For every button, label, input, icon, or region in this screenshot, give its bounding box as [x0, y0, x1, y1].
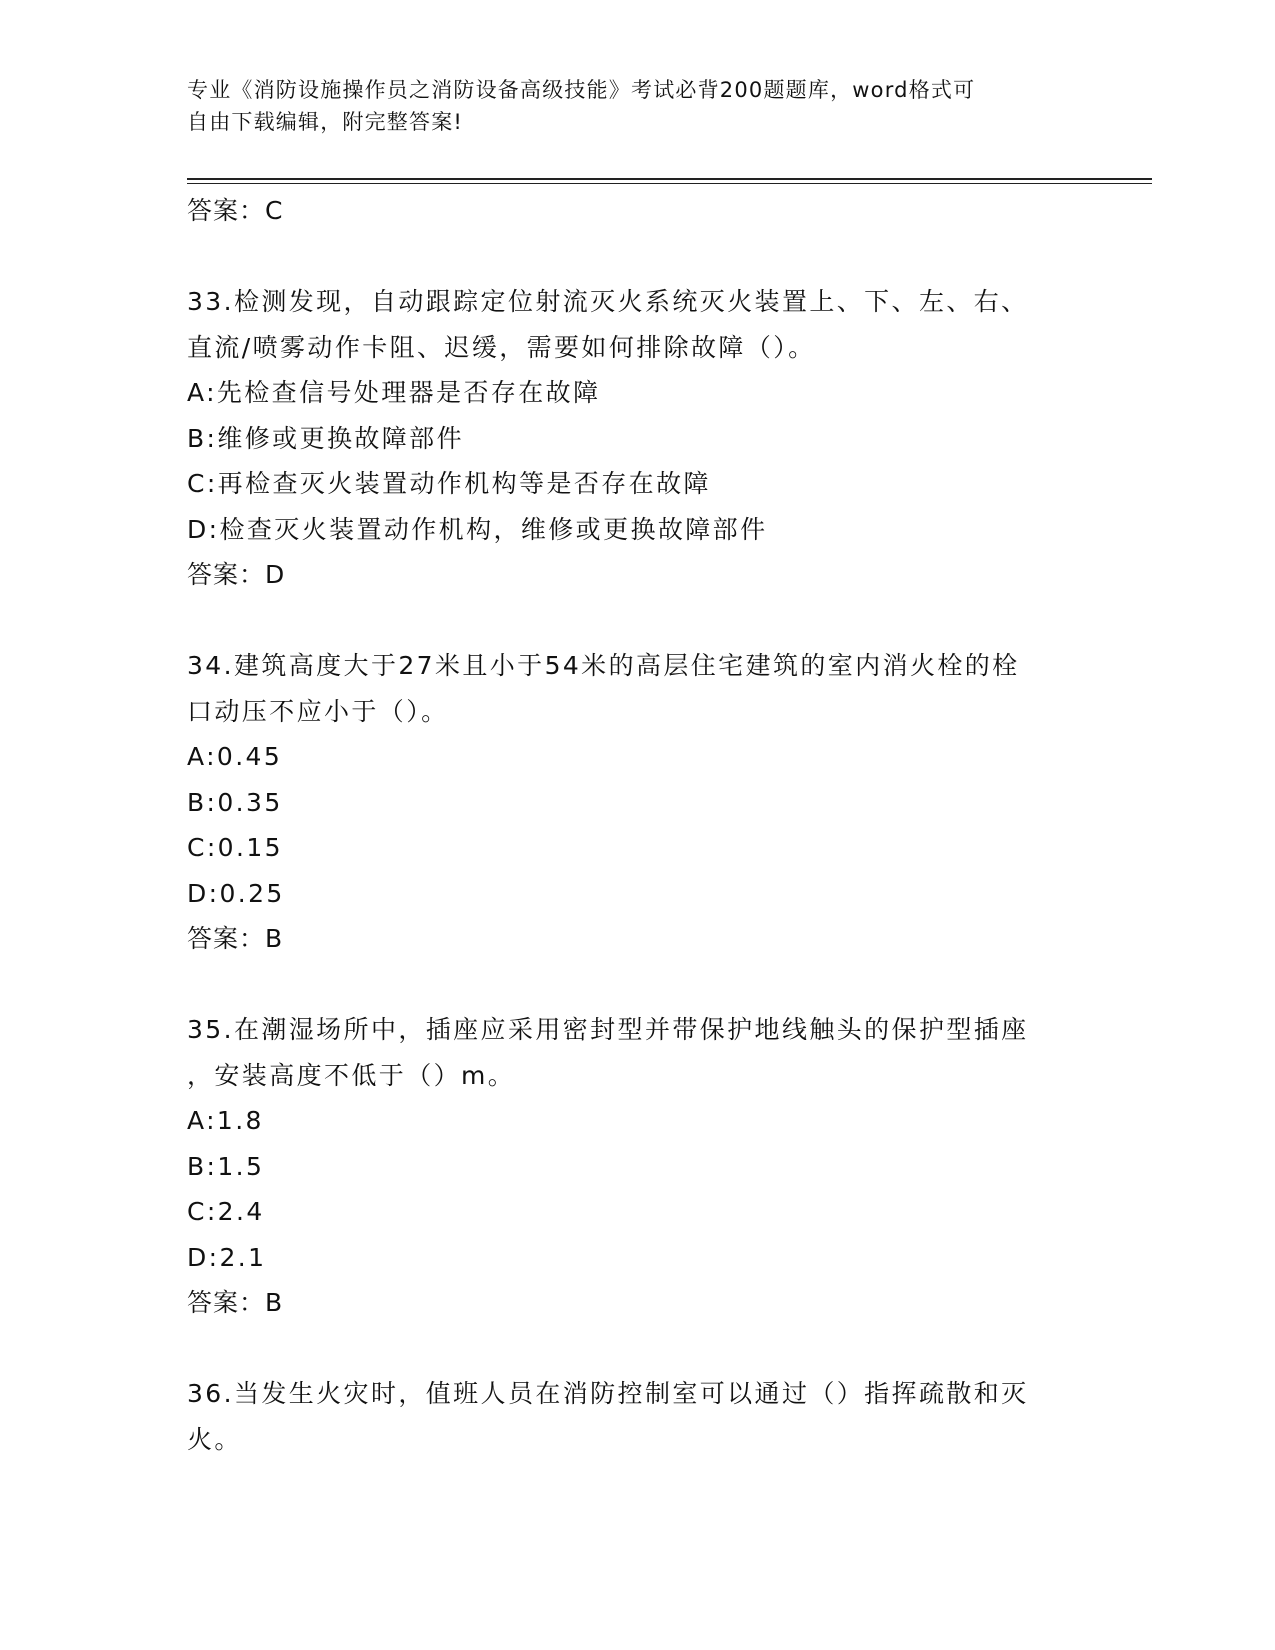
question-list — [187, 188, 1087, 1462]
header-line-1: 专业《消防设施操作员之消防设备高级技能》考试必背200题题库，word格式可 — [187, 78, 976, 102]
previous-answer: 答案：C — [187, 196, 284, 225]
spacer — [187, 234, 1087, 280]
question-text — [187, 643, 1077, 734]
question-text — [187, 1371, 1077, 1462]
option-a: A:1.8 — [187, 1106, 264, 1135]
answer: 答案：B — [187, 1288, 284, 1317]
question-33 — [187, 279, 1087, 598]
option-c: C:再检查灭火装置动作机构等是否存在故障 — [187, 469, 711, 498]
document-header — [187, 74, 1067, 138]
spacer — [187, 962, 1087, 1008]
question-line: 火。 — [187, 1424, 242, 1454]
answer: 答案：D — [187, 560, 286, 589]
question-line: 口动压不应小于（）。 — [187, 696, 449, 726]
answer: 答案：B — [187, 924, 284, 953]
option-a: A:先检查信号处理器是否存在故障 — [187, 378, 601, 407]
question-36 — [187, 1371, 1087, 1462]
question-line: 35.在潮湿场所中，插座应采用密封型并带保护地线触头的保护型插座 — [187, 1015, 1029, 1044]
question-line: 33.检测发现，自动跟踪定位射流灭火系统灭火装置上、下、左、右、 — [187, 287, 1029, 316]
option-d: D:2.1 — [187, 1242, 267, 1272]
option-d: D:0.25 — [187, 878, 285, 908]
option-c: C:0.15 — [187, 833, 283, 862]
question-line: 36.当发生火灾时，值班人员在消防控制室可以通过（）指挥疏散和灭 — [187, 1379, 1029, 1408]
option-a: A:0.45 — [187, 742, 283, 771]
header-line-2: 自由下载编辑，附完整答案! — [187, 110, 464, 134]
question-34 — [187, 643, 1087, 962]
question-text — [187, 279, 1077, 370]
header-divider-thick — [187, 178, 1152, 180]
question-line: 34.建筑高度大于27米且小于54米的高层住宅建筑的室内消火栓的栓 — [187, 651, 1020, 680]
option-d: D:检查灭火装置动作机构，维修或更换故障部件 — [187, 514, 768, 544]
option-c: C:2.4 — [187, 1197, 265, 1226]
question-line: ，安装高度不低于（）m。 — [187, 1060, 516, 1090]
question-35 — [187, 1007, 1087, 1326]
spacer — [187, 598, 1087, 644]
option-b: B:0.35 — [187, 787, 283, 817]
question-text — [187, 1007, 1077, 1098]
question-line: 直流/喷雾动作卡阻、迟缓，需要如何排除故障（）。 — [187, 332, 816, 362]
header-divider-thin — [187, 183, 1152, 184]
option-b: B:1.5 — [187, 1151, 265, 1181]
spacer — [187, 1326, 1087, 1372]
option-b: B:维修或更换故障部件 — [187, 423, 464, 453]
